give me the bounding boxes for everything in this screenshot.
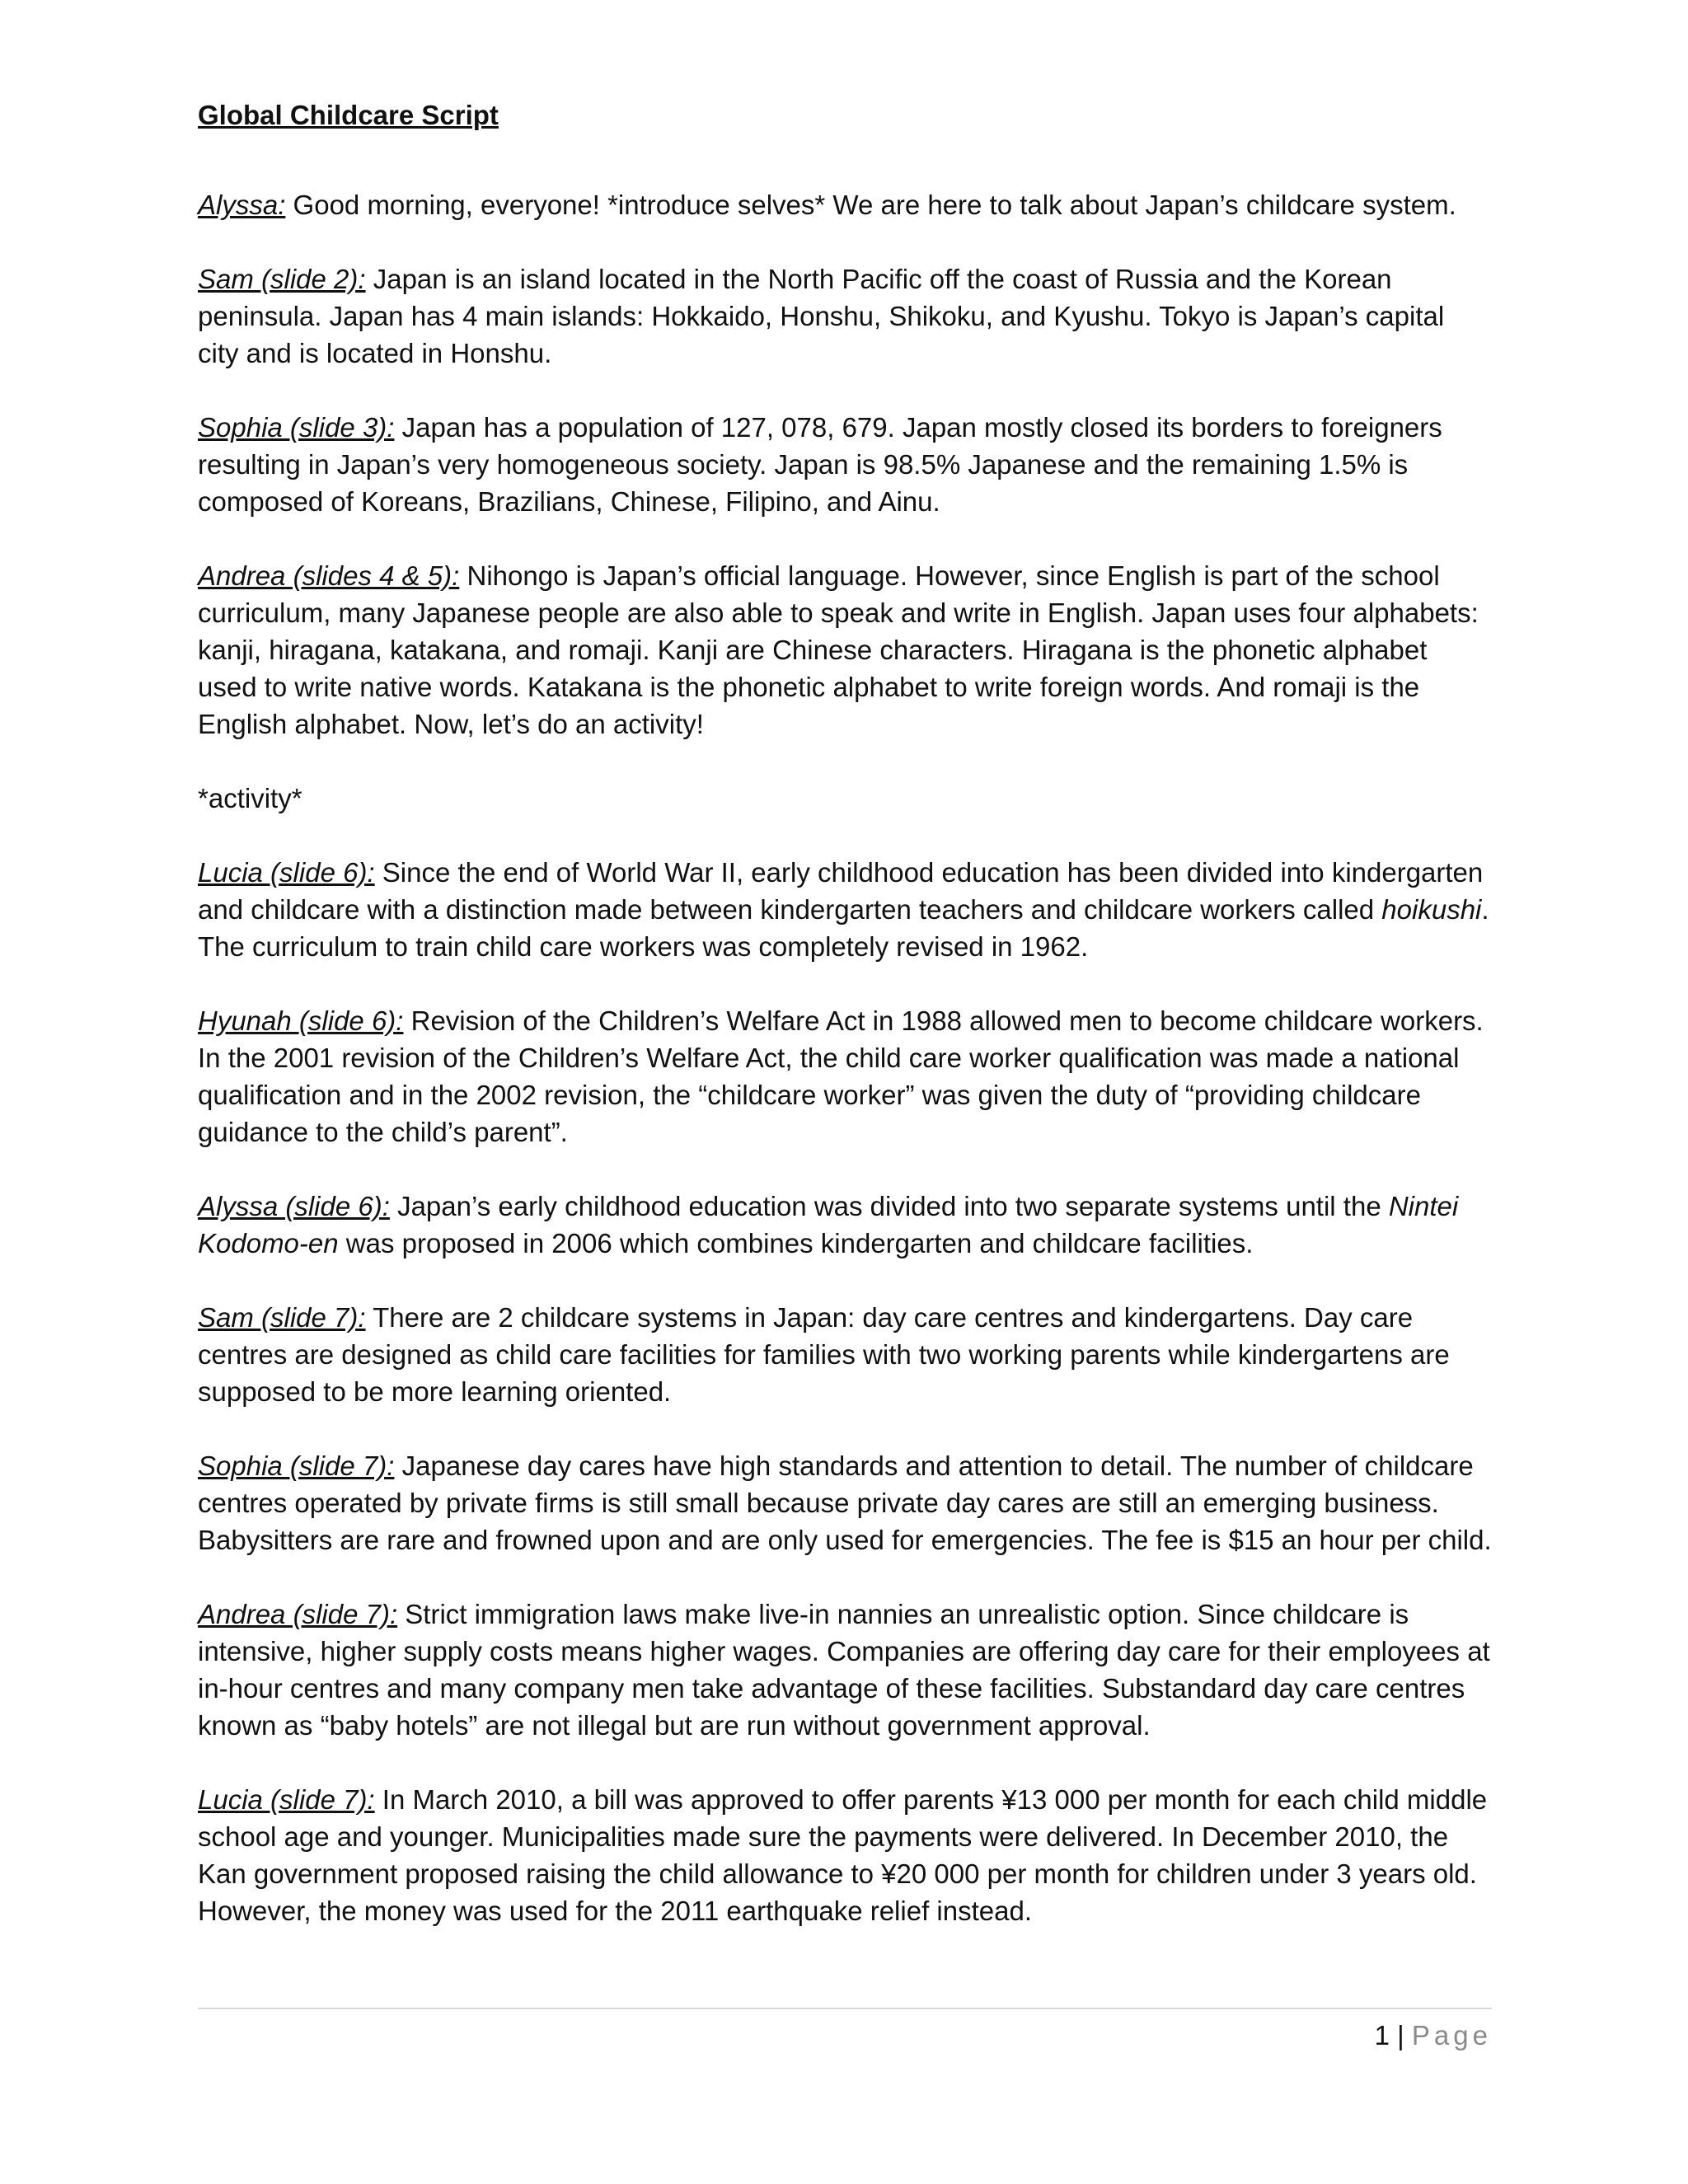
speaker-label: Sam (slide 7): xyxy=(198,1302,366,1333)
script-paragraph xyxy=(198,260,1492,372)
paragraph-text: Japan is an island located in the North Pacific off the coast of Russia and the Korean peninsula. Japan has 4 main islands: Hokkaido, Honshu, Shikoku, and Kyushu. Tokyo is Japan’s capital city and is located in Honshu. xyxy=(198,264,1445,368)
document-title: Global Childcare Script xyxy=(198,100,499,130)
speaker-label: Alyssa: xyxy=(198,190,286,220)
paragraph-text: Japan has a population of 127, 078, 679. Japan mostly closed its borders to foreigners resulting in Japan’s very homogeneous society. Japan is 98.5% Japanese and the remaining 1.5% is composed of Koreans, Brazilians, Chinese, Filipino, and Ainu. xyxy=(198,412,1442,517)
document-page xyxy=(198,97,1492,1966)
footer-separator: | xyxy=(1397,2020,1404,2050)
script-paragraph xyxy=(198,1299,1492,1410)
script-paragraph xyxy=(198,1596,1492,1744)
paragraph-text: *activity* xyxy=(198,783,302,813)
script-paragraph xyxy=(198,409,1492,520)
script-paragraph xyxy=(198,557,1492,743)
speaker-label: Andrea (slides 4 & 5): xyxy=(198,560,460,591)
paragraph-text: . The curriculum to train child care workers was completely revised in 1962. xyxy=(198,894,1489,962)
page-number: 1 xyxy=(1374,2020,1390,2050)
script-paragraph xyxy=(198,1188,1492,1262)
script-paragraph xyxy=(198,1002,1492,1151)
speaker-label: Andrea (slide 7): xyxy=(198,1599,398,1629)
script-paragraph xyxy=(198,186,1492,223)
paragraph-text: Nihongo is Japan’s official language. However, since English is part of the school curriculum, many Japanese people are also able to speak and write in English. Japan uses four alphabets: kanji, hiragana, katakana, and romaji. Kanji are Chinese characters. Hiragana is the phonetic alphabet used to write native words. Katakana is the phonetic alphabet to write foreign words. And romaji is the English alphabet. Now, let’s do an activity! xyxy=(198,560,1479,739)
speaker-label: Hyunah (slide 6): xyxy=(198,1005,404,1036)
speaker-label: Lucia (slide 6): xyxy=(198,857,375,888)
activity-marker xyxy=(198,780,1492,817)
italic-term: Nintei Kodomo-en xyxy=(198,1191,1459,1258)
speaker-label: Sophia (slide 3): xyxy=(198,412,395,443)
paragraph-text: Strict immigration laws make live-in nannies an unrealistic option. Since childcare is intensive, higher supply costs means higher wages. Companies are offering day care for their employees at in-hour centres and many company men take advantage of these facilities. Substandard day care centres known as “baby hotels” are not illegal but are run without government approval. xyxy=(198,1599,1490,1741)
italic-term: hoikushi xyxy=(1381,894,1482,925)
paragraph-text: Japanese day cares have high standards and attention to detail. The number of childcare centres operated by private firms is still small because private day cares are still an emerging business. Babysitters are rare and frowned upon and are only used for emergencies. The fee is $15 an hour per child. xyxy=(198,1451,1492,1555)
paragraph-text: There are 2 childcare systems in Japan: day care centres and kindergartens. Day care centres are designed as child care facilities for families with two working parents while kindergartens are supposed to be more learning oriented. xyxy=(198,1302,1450,1407)
paragraph-text: was proposed in 2006 which combines kindergarten and childcare facilities. xyxy=(338,1228,1254,1258)
paragraph-text: In March 2010, a bill was approved to offer parents ¥13 000 per month for each child middle school age and younger. Municipalities made sure the payments were delivered. In December 2010, the Kan government proposed raising the child allowance to ¥20 000 per month for children under 3 years old. However, the money was used for the 2011 earthquake relief instead. xyxy=(198,1784,1488,1926)
script-paragraph xyxy=(198,1781,1492,1929)
speaker-label: Lucia (slide 7): xyxy=(198,1784,375,1815)
footer-divider xyxy=(198,2008,1492,2009)
script-paragraph xyxy=(198,1447,1492,1558)
script-paragraph xyxy=(198,854,1492,965)
speaker-label: Sam (slide 2): xyxy=(198,264,366,294)
page-label: Page xyxy=(1411,2020,1492,2050)
paragraph-text: Since the end of World War II, early childhood education has been divided into kindergarten and childcare with a distinction made between kindergarten teachers and childcare workers called xyxy=(198,857,1484,925)
paragraph-text: Revision of the Children’s Welfare Act in 1988 allowed men to become childcare workers. In the 2001 revision of the Children’s Welfare Act, the child care worker qualification was made a national qualification and in the 2002 revision, the “childcare worker” was given the duty of “providing childcare guidance to the child’s parent”. xyxy=(198,1005,1484,1147)
speaker-label: Sophia (slide 7): xyxy=(198,1451,395,1481)
speaker-label: Alyssa (slide 6): xyxy=(198,1191,390,1221)
paragraph-text: Good morning, everyone! *introduce selves* We are here to talk about Japan’s childcare system. xyxy=(285,190,1456,220)
paragraph-text: Japan’s early childhood education was divided into two separate systems until the xyxy=(389,1191,1389,1221)
page-footer xyxy=(1375,2018,1492,2054)
